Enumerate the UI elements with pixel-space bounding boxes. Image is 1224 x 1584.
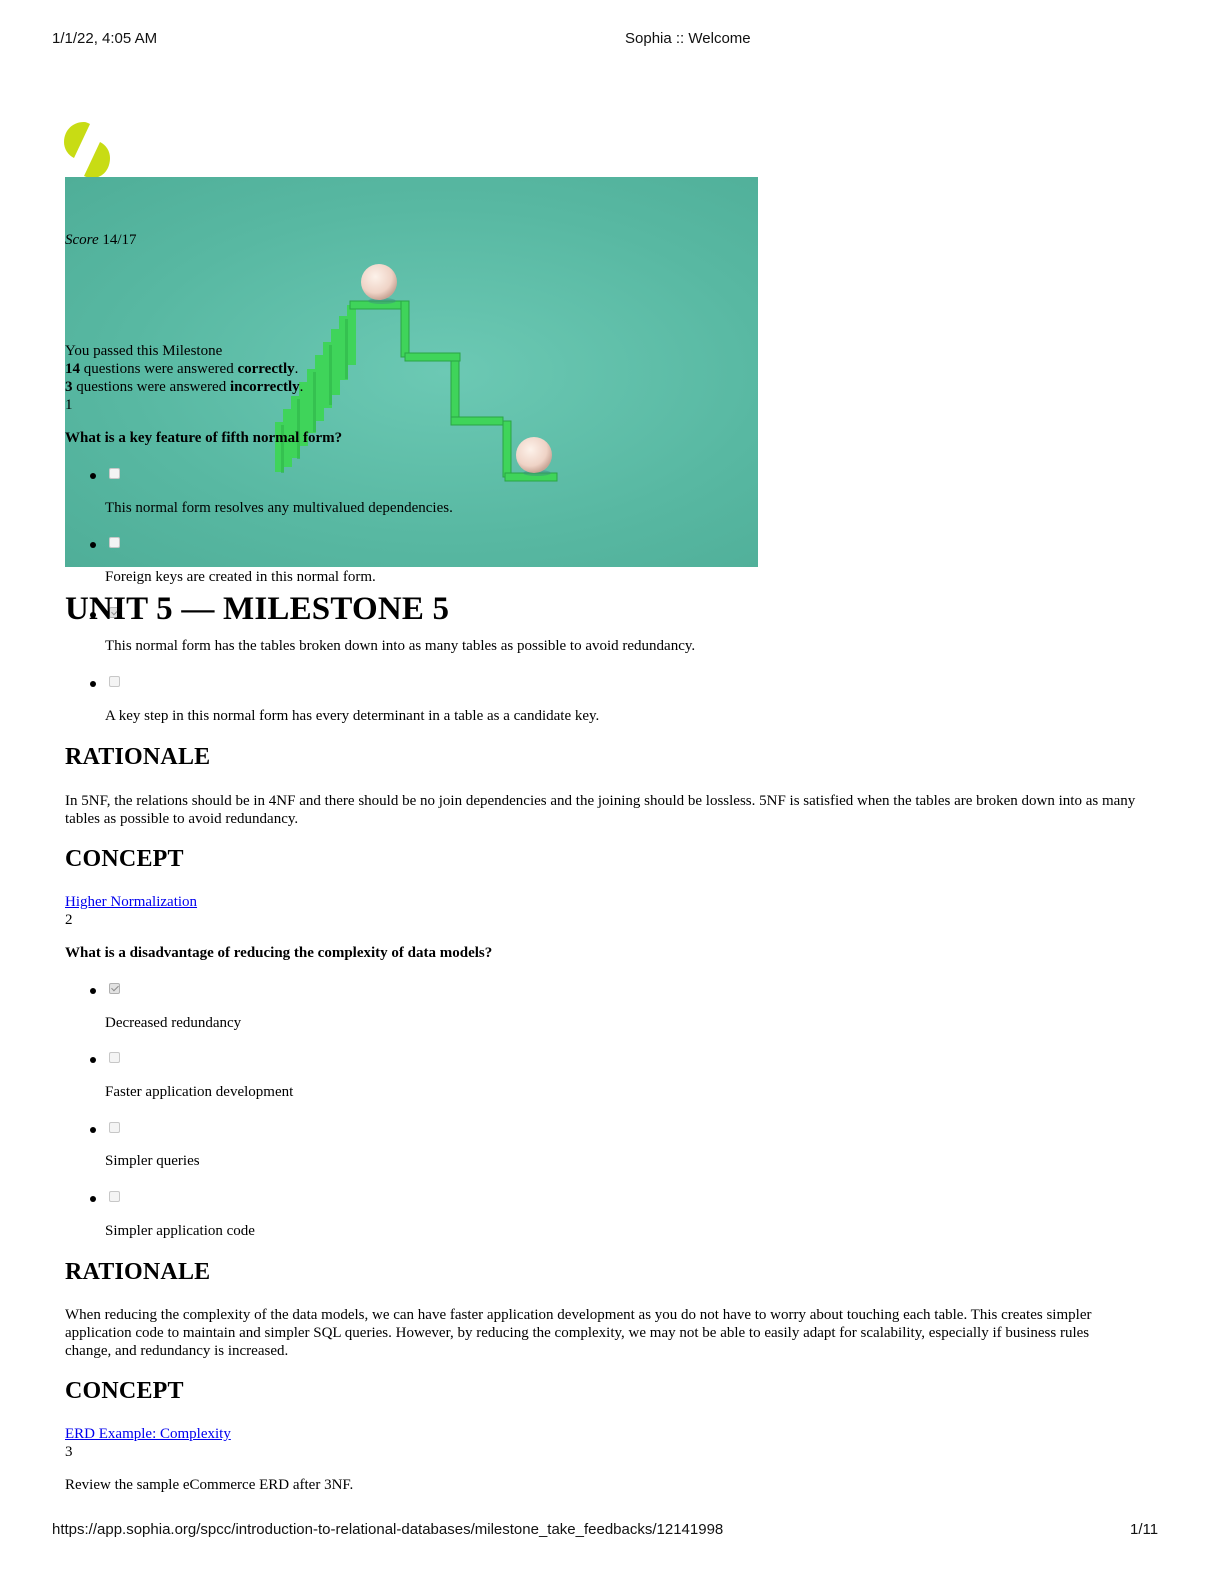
answer-option: Faster application development — [105, 1084, 294, 1100]
list-bullet — [90, 1127, 96, 1133]
answer-checkbox-selected[interactable] — [109, 983, 120, 994]
question-text: What is a key feature of fifth normal form? — [65, 430, 343, 446]
concept-heading: CONCEPT — [65, 846, 184, 872]
rationale-text: When reducing the complexity of the data models, we can have faster application development as you do not have to worry about touching each table. This creates simpler application code to maintain and simpler SQL queries. However, by reducing the complexity, we may not be able to easily adapt for scalability, especially if business rules change, and redundancy is increased. — [65, 1307, 1092, 1359]
answer-checkbox[interactable] — [109, 1122, 120, 1133]
list-bullet — [90, 681, 96, 687]
list-bullet — [90, 1057, 96, 1063]
score-value: 14/17 — [102, 232, 137, 248]
answer-checkbox[interactable] — [109, 537, 120, 548]
score-line — [65, 232, 137, 249]
print-page-title: Sophia :: Welcome — [625, 30, 751, 47]
answer-option: A key step in this normal form has every determinant in a table as a candidate key. — [105, 708, 600, 724]
sophia-logo — [64, 120, 112, 180]
answer-option: Simpler queries — [105, 1153, 200, 1169]
correct-word: correctly — [237, 361, 295, 377]
incorrect-summary: 3 questions were answered incorrectly. — [65, 379, 304, 395]
answer-option: Decreased redundancy — [105, 1015, 242, 1031]
answer-option: Foreign keys are created in this normal form. — [105, 569, 376, 585]
print-page-number: 1/11 — [1130, 1521, 1159, 1538]
incorrect-count: 3 — [65, 379, 73, 395]
list-bullet — [90, 988, 96, 994]
rationale-text: In 5NF, the relations should be in 4NF and there should be no join dependencies and the joining should be lossless. 5NF is satisfied when the tables are broken down into as many tables as possible to avoid redundancy. — [65, 793, 1136, 827]
concept-link[interactable]: Higher Normalization — [65, 894, 198, 910]
concept-heading: CONCEPT — [65, 1378, 184, 1404]
correct-text: questions were answered — [83, 361, 234, 377]
answer-checkbox[interactable] — [109, 676, 120, 687]
rationale-heading: RATIONALE — [65, 1259, 211, 1285]
incorrect-word: incorrectly — [229, 379, 300, 395]
answer-option: This normal form has the tables broken down into as many tables as possible to avoid redundancy. — [105, 638, 696, 654]
list-bullet — [90, 473, 96, 479]
rationale-heading: RATIONALE — [65, 744, 211, 770]
print-datetime: 1/1/22, 4:05 AM — [52, 30, 158, 47]
print-url: https://app.sophia.org/spcc/introduction-to-relational-databases/milestone_take_feedbacks/12141998 — [52, 1521, 724, 1538]
score-label: Score — [65, 232, 99, 248]
answer-checkbox[interactable] — [109, 1191, 120, 1202]
question-text: Review the sample eCommerce ERD after 3NF. — [65, 1477, 354, 1493]
passed-message: You passed this Milestone — [65, 343, 223, 359]
list-bullet — [90, 1196, 96, 1202]
question-text: What is a disadvantage of reducing the complexity of data models? — [65, 945, 493, 961]
concept-link[interactable]: ERD Example: Complexity — [65, 1426, 231, 1442]
correct-summary: 14 questions were answered correctly. — [65, 361, 299, 377]
list-bullet — [90, 542, 96, 548]
answer-option: Simpler application code — [105, 1223, 255, 1239]
milestone-title: UNIT 5 — MILESTONE 5 — [65, 591, 450, 627]
incorrect-text: questions were answered — [76, 379, 227, 395]
answer-checkbox[interactable] — [109, 1052, 120, 1063]
question-number: 3 — [65, 1444, 73, 1460]
correct-count: 14 — [65, 361, 80, 377]
question-number: 1 — [65, 397, 73, 413]
answer-checkbox[interactable] — [109, 468, 120, 479]
question-number: 2 — [65, 912, 73, 928]
answer-option: This normal form resolves any multivalued dependencies. — [105, 500, 453, 516]
